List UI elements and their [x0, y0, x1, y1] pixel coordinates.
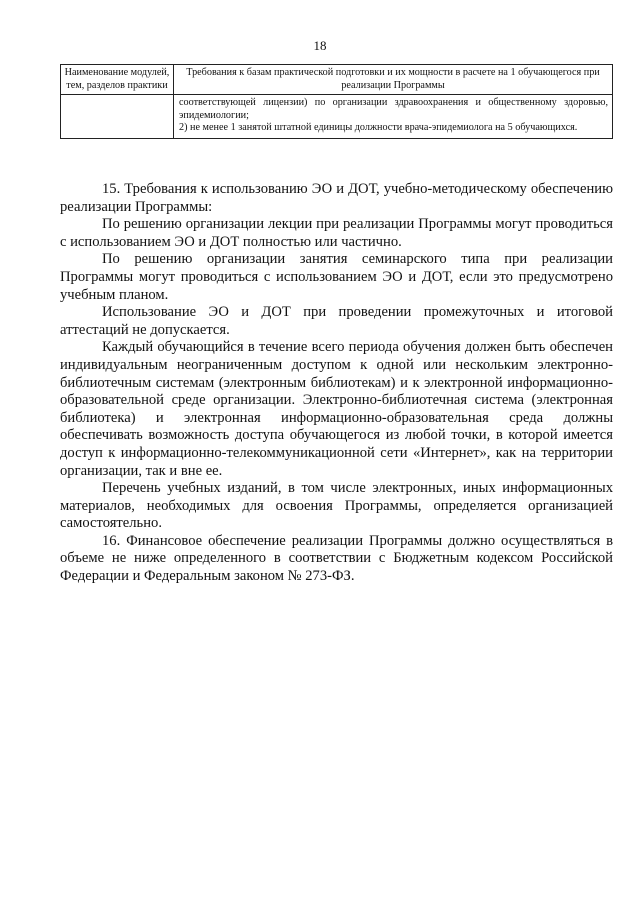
table-header-modules: Наименование модулей, тем, разделов практики: [61, 65, 174, 95]
table-row: [61, 95, 613, 139]
requirements-table: [60, 64, 613, 139]
paragraph-library-access: Каждый обучающийся в течение всего периода обучения должен быть обеспечен индивидуальным неограниченным доступом к одной или нескольким электронно-библиотечным системам (электронным библиотекам) и к электронной информационно-образовательной среде организации. Электронно-библиотечная система (электронная библиотека) и электронная информационно-образовательная среда должны обеспечивать возможность доступа обучающегося из любой точки, в которой имеется доступ к информационно-телекоммуникационной сети «Интернет», как на территории организации, так и вне ее.: [60, 339, 613, 479]
paragraph-section-16: 16. Финансовое обеспечение реализации Программы должно осуществляться в объеме не ниже определенного в соответствии с Бюджетным кодексом Российской Федерации и Федеральным законом № 273-ФЗ.: [60, 532, 613, 585]
table-cell-line: 2) не менее 1 занятой штатной единицы должности врача-эпидемиолога на 5 обучающихся.: [179, 122, 578, 133]
paragraph-lectures: По решению организации лекции при реализации Программы могут проводиться с использованием ЭО и ДОТ полностью или частично.: [60, 216, 613, 250]
paragraph-study-materials: Перечень учебных изданий, в том числе электронных, иных информационных материалов, необходимых для освоения Программы, определяется организацией самостоятельно.: [60, 480, 613, 532]
table-cell-module: [61, 95, 174, 139]
table-cell-line: соответствующей лицензии) по организации здравоохранения и общественному здоровью, эпидемиологии;: [179, 97, 608, 121]
table-header-row: [61, 65, 613, 95]
paragraph-section-15: 15. Требования к использованию ЭО и ДОТ, учебно-методическому обеспечению реализации Программы:: [60, 181, 613, 215]
document-body: [60, 181, 613, 586]
table-cell-requirements: [174, 95, 613, 139]
paragraph-attestation: Использование ЭО и ДОТ при проведении промежуточных и итоговой аттестаций не допускается.: [60, 304, 613, 338]
paragraph-seminars: По решению организации занятия семинарского типа при реализации Программы могут проводиться с использованием ЭО и ДОТ, если это предусмотрено учебным планом.: [60, 251, 613, 303]
table-header-requirements: Требования к базам практической подготовки и их мощности в расчете на 1 обучающегося при реализации Программы: [174, 65, 613, 95]
page-number: 18: [313, 38, 327, 53]
